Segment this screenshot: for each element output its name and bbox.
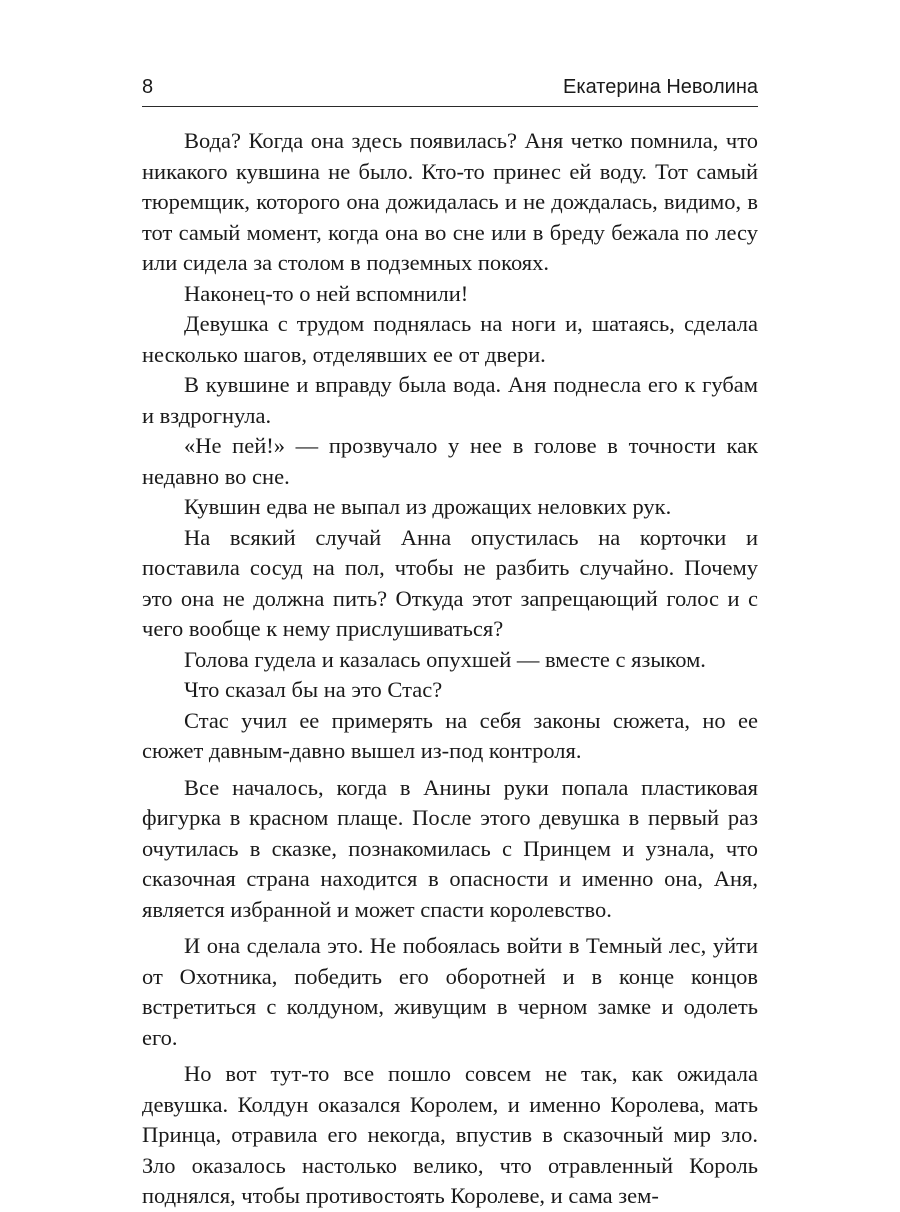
paragraph: Девушка с трудом поднялась на ноги и, шатаясь, сделала несколько шагов, отделявших ее от двери. — [142, 311, 758, 367]
page-number: 8 — [142, 76, 154, 98]
running-head-author: Екатерина Неволина — [563, 76, 758, 98]
body-text — [142, 126, 758, 1212]
paragraph: Но вот тут-то все пошло совсем не так, как ожидала девушка. Колдун оказался Королем, и именно Королева, мать Принца, отравила его некогда, впустив в сказочный мир зло. Зло оказалось настолько велико, что отравленный Король поднялся, чтобы противостоять Королеве, и сама зем- — [142, 1061, 758, 1208]
paragraph: В кувшине и вправду была вода. Аня поднесла его к губам и вздрогнула. — [142, 372, 758, 428]
paragraph: И она сделала это. Не побоялась войти в Темный лес, уйти от Охотника, победить его оборотней и в конце концов встретиться с колдуном, живущим в черном замке и одолеть его. — [142, 933, 758, 1050]
paragraph: Стас учил ее примерять на себя законы сюжета, но ее сюжет давным-давно вышел из-под контроля. — [142, 707, 758, 763]
paragraph: Наконец-то о ней вспомнили! — [184, 280, 469, 306]
paragraph: «Не пей!» — прозвучало у нее в голове в точности как недавно во сне. — [142, 433, 758, 489]
paragraph: Что сказал бы на это Стас? — [184, 677, 443, 702]
page-header — [142, 76, 758, 107]
paragraph: Голова гудела и казалась опухшей — вместе с языком. — [184, 646, 706, 672]
paragraph: На всякий случай Анна опустилась на корточки и поставила сосуд на пол, чтобы не разбить случайно. Почему это она не должна пить? Откуда этот запрещающий голос и с чего вообще к нему прислушиваться? — [142, 524, 758, 641]
paragraph: Все началось, когда в Анины руки попала пластиковая фигурка в красном плаще. После этого девушка в первый раз очутилась в сказке, познакомилась с Принцем и узнала, что сказочная страна находится в опасности и именно она, Аня, является избранной и может спасти королевство. — [142, 774, 758, 922]
paragraph: Кувшин едва не выпал из дрожащих неловких рук. — [184, 494, 672, 519]
paragraph: Вода? Когда она здесь появилась? Аня четко помнила, что никакого кувшина не было. Кто-то принес ей воду. Тот самый тюремщик, которого она дожидалась и не дождалась, видимо, в тот самый момент, когда она во сне или в бреду бежала по лесу или сидела за столом в подземных покоях. — [142, 128, 758, 275]
